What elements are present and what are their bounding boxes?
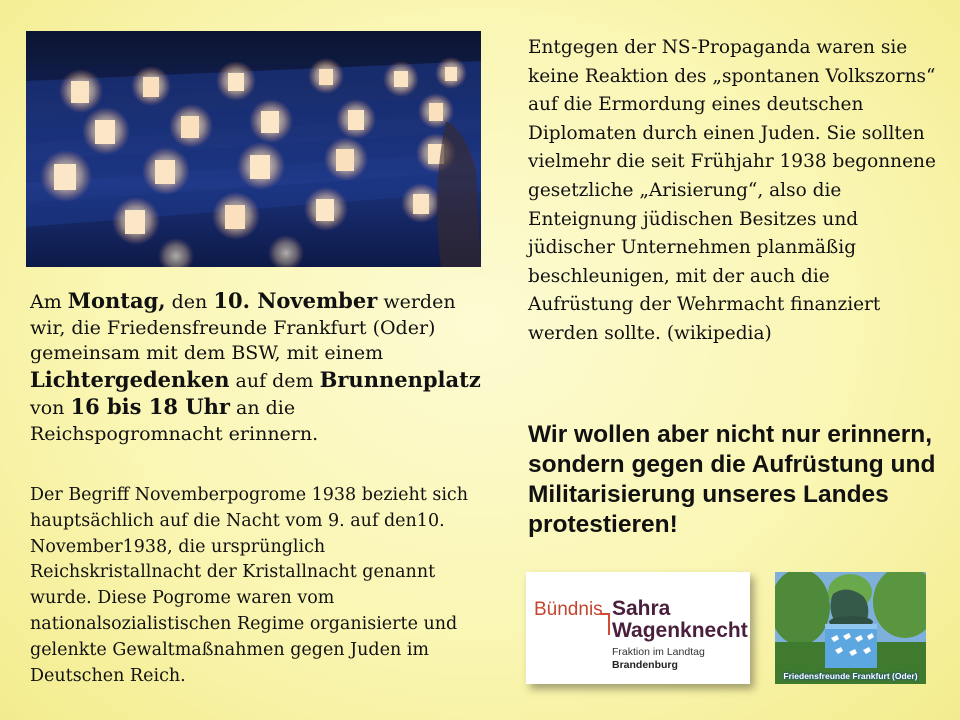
protest-statement: Wir wollen aber nicht nur erinnern, sondern gegen die Aufrüstung und Militarisierung unseres Landes protestieren! [528, 421, 936, 538]
event-location: Brunnenplatz [319, 366, 481, 392]
event-announcement [30, 288, 488, 447]
propaganda-paragraph: Entgegen der NS-Propaganda waren sie keine Reaktion des „spontanen Volkszorns“ auf die Ermordung eines deutschen Diplomaten durch einen Juden. Sie sollten vielmehr die seit Frühjahr 1938 begonnene gesetzliche „Arisierung“, also die Enteignung jüdischen Besitzes und jüdischer Unternehmen planmäßig beschleunigen, mit der auch die Aufrüstung der Wehrmacht finanziert werden sollte. (wikipedia) [528, 37, 936, 344]
history-paragraph: Der Begriff Novemberpogrome 1938 bezieht sich hauptsächlich auf die Nacht vom 9. auf den10. November1938, die ursprünglich Reichskristallnacht der Kristallnacht genannt wurde. Diese Pogrome waren vom nationalsozialistischen Regime organisierte und gelenkte Gewaltmaßnahmen gegen Juden im Deutschen Reich. [30, 485, 469, 686]
lantern-steps-illustration [26, 31, 481, 267]
lantern-steps-photo [26, 31, 481, 267]
memorial-photo [775, 572, 926, 684]
event-date: 10. November [213, 288, 378, 313]
logo-bundnis: Bündnis [534, 599, 603, 620]
intro-text-4: auf dem [229, 369, 320, 392]
event-weekday: Montag, [67, 288, 166, 313]
event-name: Lichtergedenken [30, 366, 230, 392]
logo-corner-mark [600, 613, 610, 635]
logo-sahra: Sahra [612, 597, 671, 620]
memorial-caption: Friedensfreunde Frankfurt (Oder) [783, 671, 918, 681]
bsw-logo [526, 572, 750, 684]
logo-fraktion: Fraktion im Landtag [612, 646, 705, 658]
logo-wagenknecht: Wagenknecht [612, 619, 748, 642]
intro-text-5: von [30, 397, 71, 419]
intro-text-2: den [165, 291, 214, 313]
intro-text-6: an die Reichspogromnacht erinnern. [30, 397, 319, 445]
intro-text-1: Am [30, 291, 68, 313]
event-time: 16 bis 18 Uhr [70, 394, 230, 419]
logo-brandenburg: Brandenburg [612, 659, 678, 671]
intro-text-3: werden wir, die Friedensfreunde Frankfurt (Oder) gemeinsam mit dem BSW, mit einem [30, 291, 456, 364]
memorial-illustration [775, 572, 926, 684]
